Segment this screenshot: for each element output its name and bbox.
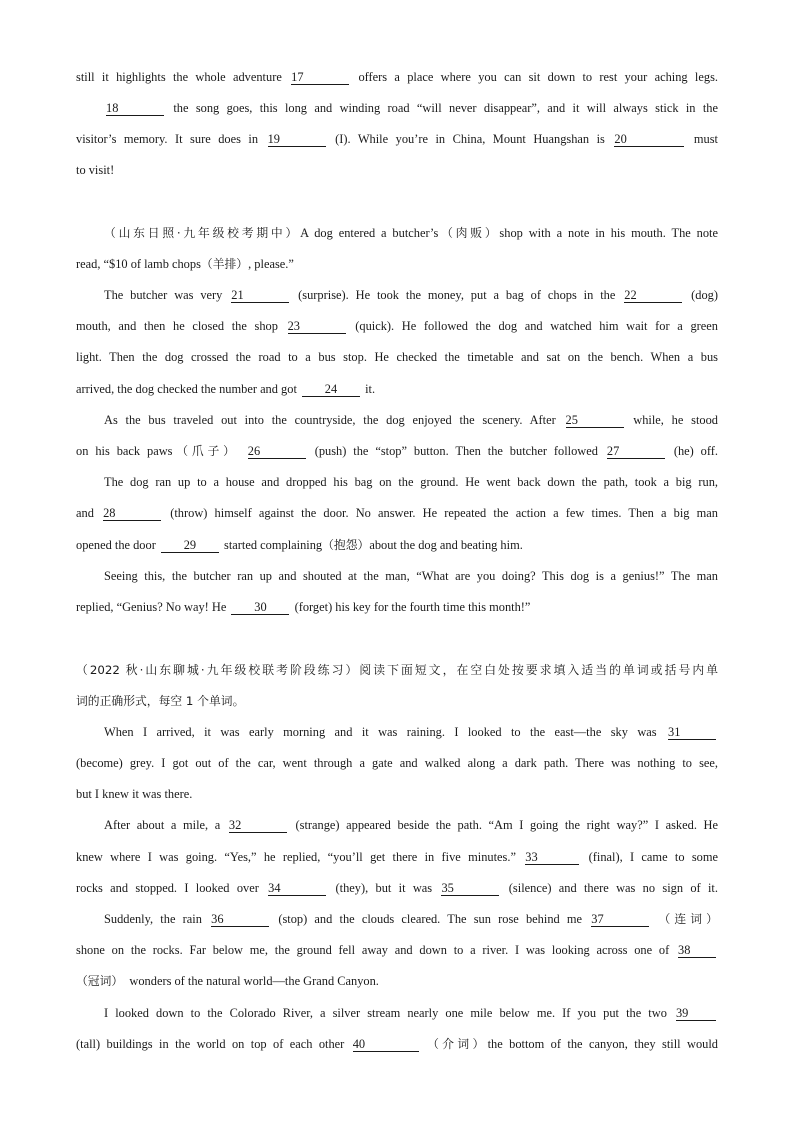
blank-37[interactable]: 37 — [591, 912, 649, 927]
gloss: （抱怨） — [322, 538, 370, 552]
p2-line-6 — [76, 442, 718, 460]
text: rocks and stopped. I looked over — [76, 881, 259, 895]
gloss: （介词） — [427, 1037, 488, 1051]
text: (forget) his key for the fourth time this month!” — [294, 600, 531, 614]
blank-22[interactable]: 22 — [624, 288, 682, 303]
text: (tall) buildings in the world on top of each other — [76, 1037, 345, 1051]
blank-28[interactable]: 28 — [103, 506, 161, 521]
text: and — [76, 506, 94, 520]
blank-23[interactable]: 23 — [288, 319, 346, 334]
text: the bottom of the canyon, they still would — [487, 1037, 718, 1051]
p3-line-3: but I knew it was there. — [76, 787, 193, 801]
p3-line-7 — [76, 910, 718, 928]
text: while, he stood — [633, 413, 718, 427]
text: I looked down to the Colorado River, a silver stream nearly one mile below me. If you put the two — [104, 1006, 667, 1020]
p3-header-2: 词的正确形式，每空 1 个单词。 — [76, 694, 245, 708]
text: still it highlights the whole adventure — [76, 70, 282, 84]
text: (they), but it was — [335, 881, 433, 895]
blank-34[interactable]: 34 — [268, 881, 326, 896]
text: As the bus traveled out into the countryside, the dog enjoyed the scenery. After — [104, 413, 556, 427]
p3-line-2: (become) grey. I got out of the car, went through a gate and walked along a dark path. There was nothing to see, — [76, 756, 718, 770]
text: replied, “Genius? No way! He — [76, 600, 227, 614]
blank-33[interactable]: 33 — [525, 850, 579, 865]
text: shop with a note in his mouth. The note — [499, 226, 718, 240]
blank-31[interactable]: 31 — [668, 725, 716, 740]
text: opened the door — [76, 538, 156, 552]
blank-29[interactable]: 29 — [161, 538, 219, 553]
text: A dog entered a butcher’s — [300, 226, 439, 240]
p2-line-11 — [76, 598, 718, 616]
p3-line-4 — [76, 816, 718, 834]
p1-line-1 — [76, 68, 718, 86]
source-note: （山东日照·九年级校考期中） — [104, 226, 301, 240]
p2-line-7: The dog ran up to a house and dropped his bag on the ground. He went back down the path, took a big run, — [104, 475, 718, 489]
blank-25[interactable]: 25 — [566, 413, 624, 428]
blank-26[interactable]: 26 — [248, 444, 306, 459]
gloss: （爪子） — [172, 444, 239, 458]
p3-line-1 — [76, 723, 718, 741]
text: knew where I was going. “Yes,” he replied, “you’ll get there in five minutes.” — [76, 850, 516, 864]
p3-line-6 — [76, 879, 718, 897]
text: about the dog and beating him. — [369, 538, 523, 552]
text: (final), I came to some — [588, 850, 718, 864]
p2-line-10: Seeing this, the butcher ran up and shouted at the man, “What are you doing? This dog is a genius!” The man — [104, 569, 718, 583]
p3-header-1: （2022 秋·山东聊城·九年级校联考阶段练习）阅读下面短文，在空白处按要求填入适当的单词或括号内单 — [76, 663, 718, 677]
p2-line-9 — [76, 536, 718, 554]
text: (quick). He followed the dog and watched him wait for a green — [355, 319, 718, 333]
blank-21[interactable]: 21 — [231, 288, 289, 303]
text: When I arrived, it was early morning and it was raining. I looked to the east—the sky was — [104, 725, 657, 739]
p3-line-11 — [76, 1035, 718, 1053]
p2-header-2 — [76, 255, 718, 273]
gloss: （肉贩） — [438, 226, 500, 240]
p3-line-10 — [76, 1004, 718, 1022]
text: Suddenly, the rain — [104, 912, 202, 926]
p1-line-3 — [76, 130, 718, 148]
p3-line-5 — [76, 848, 718, 866]
blank-19[interactable]: 19 — [268, 132, 326, 147]
text: (stop) and the clouds cleared. The sun rose behind me — [278, 912, 583, 926]
blank-39[interactable]: 39 — [676, 1006, 716, 1021]
blank-35[interactable]: 35 — [441, 881, 499, 896]
text: The butcher was very — [104, 288, 223, 302]
blank-24[interactable]: 24 — [302, 382, 360, 397]
p2-line-4 — [76, 380, 718, 398]
text: (strange) appeared beside the path. “Am I going the right way?” I asked. He — [295, 818, 718, 832]
text: (dog) — [691, 288, 718, 302]
blank-38[interactable]: 38 — [678, 943, 716, 958]
text: mouth, and then he closed the shop — [76, 319, 278, 333]
gloss: （冠词） — [76, 974, 124, 988]
blank-36[interactable]: 36 — [211, 912, 269, 927]
p2-line-3: light. Then the dog crossed the road to a bus stop. He checked the timetable and sat on the bench. When a bus — [76, 350, 718, 364]
text: (push) the “stop” button. Then the butcher followed — [314, 444, 598, 458]
blank-27[interactable]: 27 — [607, 444, 665, 459]
text: (surprise). He took the money, put a bag of chops in the — [298, 288, 616, 302]
p2-header-1 — [76, 224, 718, 242]
p2-line-5 — [76, 411, 718, 429]
text: offers a place where you can sit down to rest your aching legs. — [358, 70, 718, 84]
text: (I). While you’re in China, Mount Huangshan is — [335, 132, 605, 146]
p1-line-4: to visit! — [76, 163, 115, 177]
blank-20[interactable]: 20 — [614, 132, 684, 147]
gloss: （羊排） — [200, 257, 249, 271]
p1-line-2 — [76, 99, 718, 117]
text: (throw) himself against the door. No answer. He repeated the action a few times. Then a big man — [170, 506, 718, 520]
text: the song goes, this long and winding road “will never disappear”, and it will always stick in the — [173, 101, 718, 115]
blank-40[interactable]: 40 — [353, 1037, 419, 1052]
blank-32[interactable]: 32 — [229, 818, 287, 833]
blank-30[interactable]: 30 — [231, 600, 289, 615]
blank-17[interactable]: 17 — [291, 70, 349, 85]
text: it. — [365, 382, 376, 396]
gloss: （连词） — [658, 912, 718, 926]
text: (he) off. — [673, 444, 719, 458]
text: on his back paws — [76, 444, 173, 458]
text: arrived, the dog checked the number and got — [76, 382, 297, 396]
p3-line-8 — [76, 941, 718, 959]
text: must — [693, 132, 719, 146]
p2-line-2 — [76, 317, 718, 335]
p2-line-8 — [76, 504, 718, 522]
p2-line-1 — [76, 286, 718, 304]
text: shone on the rocks. Far below me, the ground fell away and down to a river. I was looking across one of — [76, 943, 670, 957]
text: After about a mile, a — [104, 818, 221, 832]
text: read, “$10 of lamb chops — [76, 257, 201, 271]
text: , please.” — [248, 257, 294, 271]
text: started complaining — [224, 538, 323, 552]
p3-line-9 — [76, 972, 718, 990]
text: visitor’s memory. It sure does in — [76, 132, 259, 146]
text: wonders of the natural world—the Grand Canyon. — [129, 974, 379, 988]
blank-18[interactable]: 18 — [106, 101, 164, 116]
text: (silence) and there was no sign of it. — [508, 881, 718, 895]
